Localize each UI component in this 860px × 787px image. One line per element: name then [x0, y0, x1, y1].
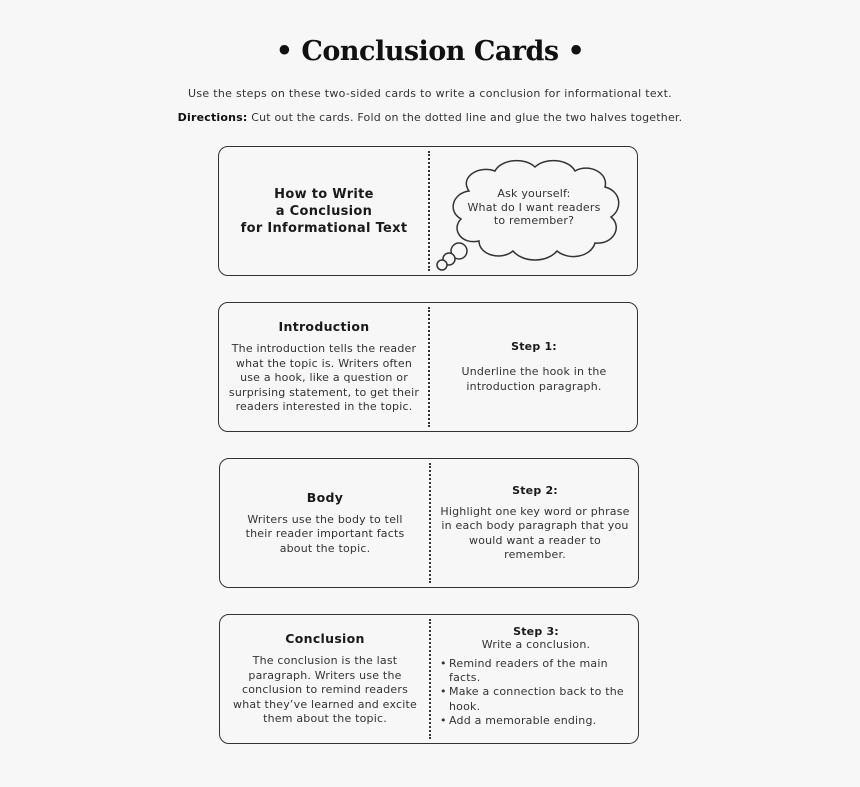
- list-item-text: Make a connection back to the hook.: [449, 685, 624, 713]
- card-front: [220, 615, 430, 743]
- card-title: Introduction: [278, 319, 370, 335]
- step-text: Underline the hook in the introduction paragraph.: [461, 365, 607, 393]
- card-introduction: [218, 302, 638, 432]
- cloud-line: What do I want readers: [467, 200, 601, 214]
- step-text: Highlight one key word or phrase in each body paragraph that you would want a reader to remember.: [440, 504, 630, 561]
- page-subtitle: Use the steps on these two-sided cards to write a conclusion for informational text.: [188, 87, 672, 100]
- card-conclusion: [219, 614, 639, 744]
- card-body: [219, 458, 639, 588]
- list-item-text: Remind readers of the main facts.: [449, 657, 608, 685]
- list-item: [440, 657, 632, 685]
- card-how-to-write: [218, 146, 638, 276]
- step-title: Step 1:: [511, 340, 557, 353]
- card-front: [220, 459, 430, 587]
- bullet-icon: •: [440, 685, 447, 699]
- list-item-text: Add a memorable ending.: [449, 713, 597, 727]
- page-title: • Conclusion Cards •: [275, 36, 585, 67]
- card-title-line: for Informational Text: [240, 220, 408, 236]
- card-back: [430, 615, 640, 743]
- card-title-line: How to Write: [274, 186, 374, 202]
- bullet-icon: •: [440, 657, 447, 670]
- cloud-text: [459, 187, 609, 228]
- card-title: [241, 186, 408, 237]
- card-front: [219, 303, 429, 431]
- card-title: Conclusion: [285, 631, 365, 647]
- card-title-line: a Conclusion: [275, 203, 373, 219]
- list-item: [440, 714, 632, 728]
- step-bullets: [440, 657, 632, 728]
- directions-label: Directions:: [177, 111, 248, 124]
- directions: [0, 111, 860, 124]
- card-front: [219, 147, 429, 275]
- step-title: Step 2:: [512, 483, 558, 497]
- step-title: Step 3:: [513, 625, 559, 638]
- card-text: The conclusion is the last paragraph. Writers use the conclusion to remind readers what they’ve learned and excite them about the topic.: [233, 654, 417, 726]
- card-text: Writers use the body to tell their reader important facts about the topic.: [245, 512, 405, 555]
- card-text: The introduction tells the reader what the topic is. Writers often use a hook, like a question or surprising statement, to get their readers interested in the topic.: [228, 342, 420, 414]
- card-back: [430, 459, 640, 587]
- list-item: [440, 685, 632, 713]
- step-subtitle: Write a conclusion.: [481, 638, 591, 651]
- cloud-line: Ask yourself:: [497, 187, 571, 200]
- directions-text: Cut out the cards. Fold on the dotted line and glue the two halves together.: [247, 111, 683, 124]
- card-back: [429, 303, 639, 431]
- bullet-icon: •: [440, 713, 447, 727]
- cloud-line: to remember?: [493, 214, 575, 227]
- card-title: Body: [306, 489, 344, 505]
- card-back: [429, 147, 639, 277]
